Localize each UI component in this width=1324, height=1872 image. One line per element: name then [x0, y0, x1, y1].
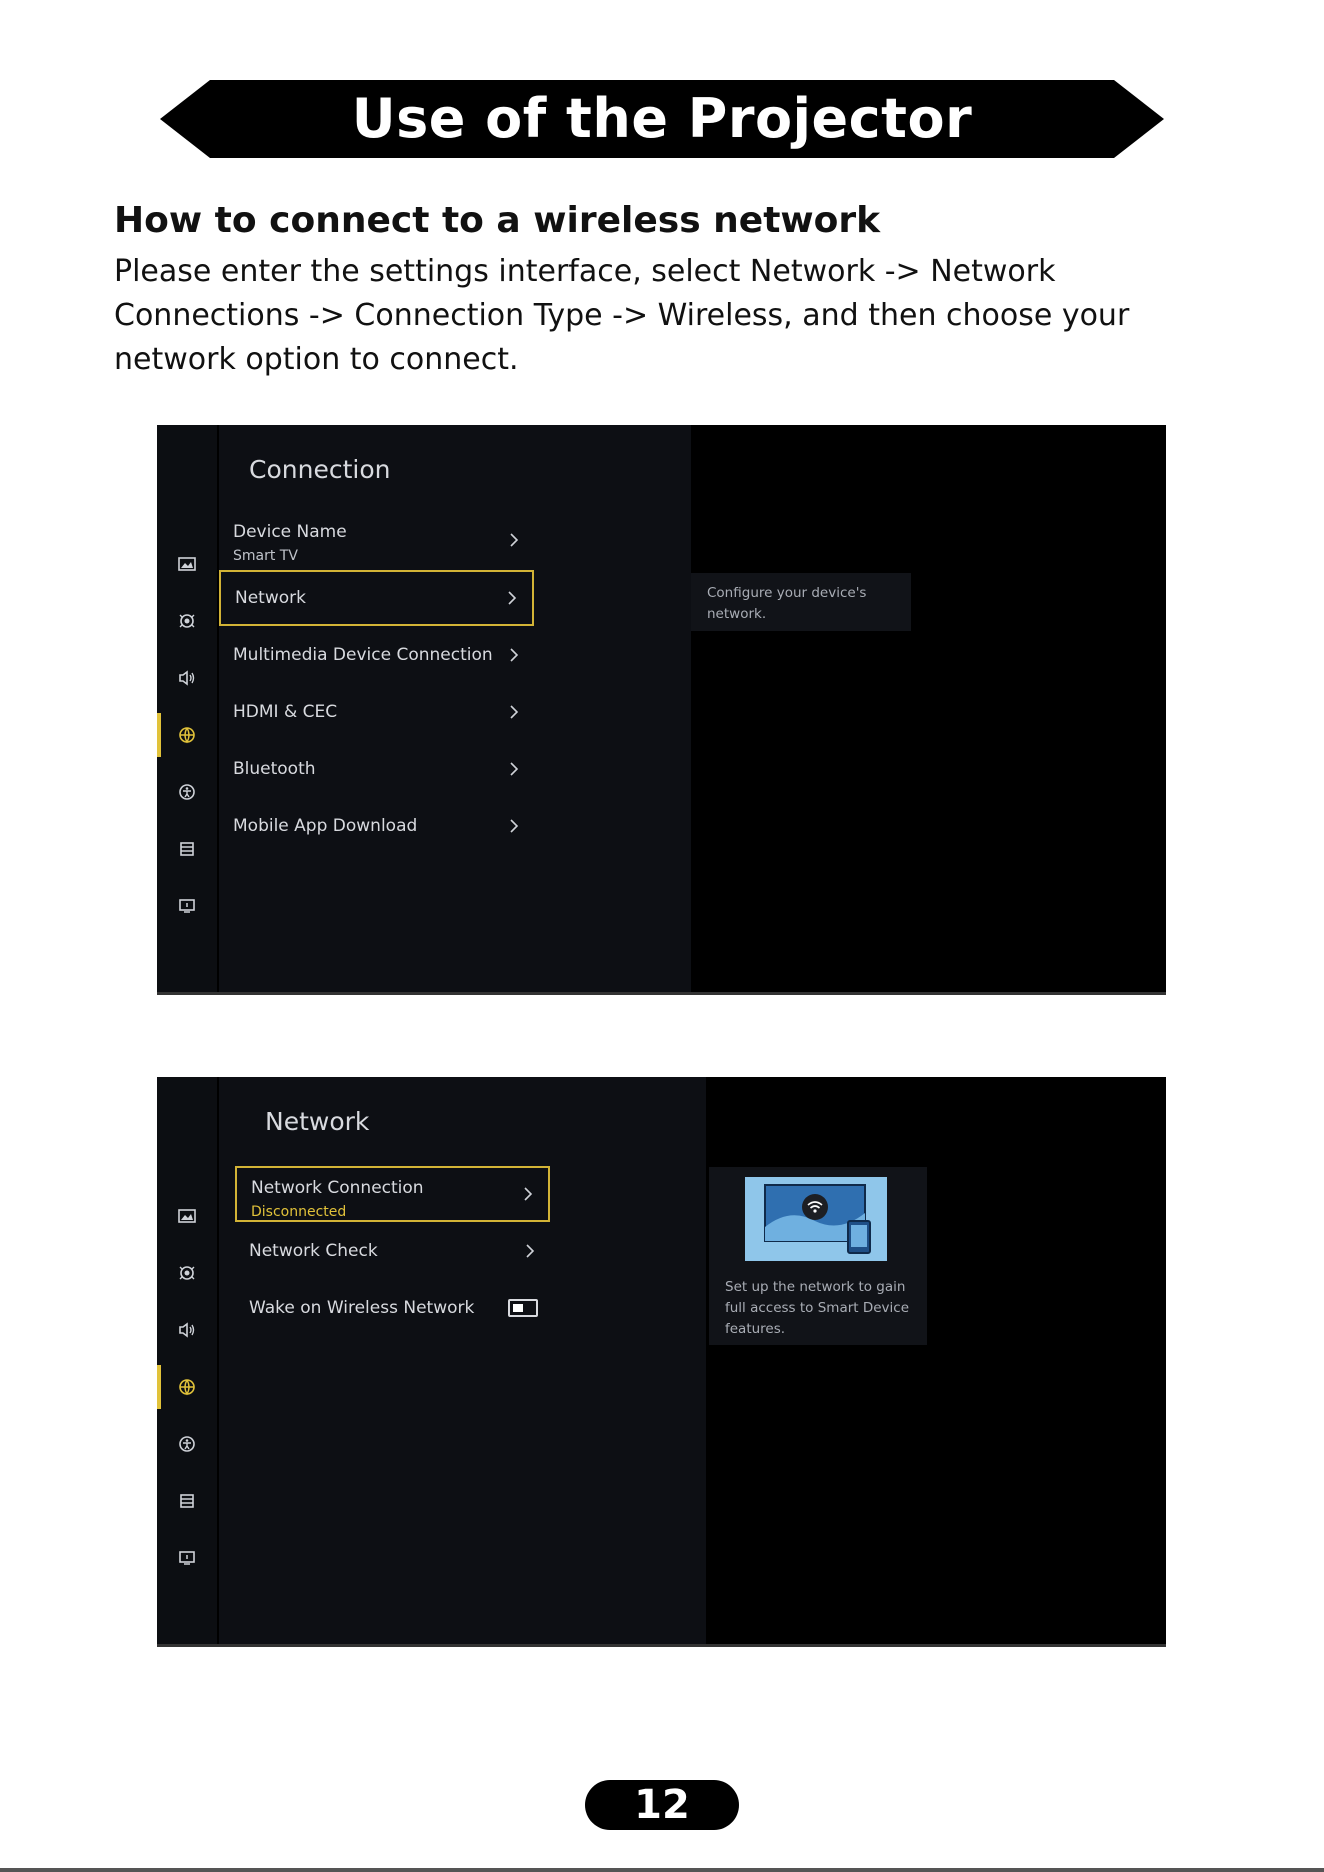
help-text: Configure your device's network.	[707, 585, 867, 622]
toggle-knob	[513, 1304, 523, 1312]
network-menu	[219, 1077, 706, 1647]
banner-title: Use of the Projector	[351, 87, 973, 150]
display-icon	[157, 1536, 217, 1580]
page-banner	[160, 80, 1164, 158]
connection-status: Disconnected	[251, 1204, 347, 1220]
chevron-right-icon	[508, 761, 520, 777]
help-text: Set up the network to gain full access to Smart Device features.	[725, 1279, 910, 1337]
menu-item-label: Device Name	[233, 522, 347, 542]
menu-item-label: HDMI & CEC	[233, 702, 338, 722]
menu-item-label: Bluetooth	[233, 759, 316, 779]
menu-item-wake-on-wireless-network[interactable]	[235, 1280, 550, 1336]
section-body: Please enter the settings interface, select Network -> Network Connections -> Connection Type -> Wireless, and then choose your network option to connect.	[114, 254, 1130, 377]
menu-title: Connection	[249, 455, 391, 484]
menu-item-multimedia-device-connection[interactable]	[219, 627, 534, 683]
menu-item-label: Network Check	[249, 1241, 378, 1261]
menu-item-label: Wake on Wireless Network	[249, 1298, 475, 1318]
settings-rail	[157, 425, 217, 995]
speaker-icon	[157, 1308, 217, 1352]
chevron-right-icon	[508, 818, 520, 834]
settings-rail	[157, 1077, 217, 1647]
menu-item-hdmi-cec[interactable]	[219, 684, 534, 740]
help-panel	[691, 573, 911, 631]
menu-item-network[interactable]	[219, 570, 534, 626]
section-heading: How to connect to a wireless network	[114, 200, 881, 241]
connection-menu	[219, 425, 691, 995]
picture-icon	[157, 1194, 217, 1238]
panel-bottom-edge	[157, 992, 1166, 995]
globe-icon	[157, 1365, 217, 1409]
chevron-right-icon	[508, 647, 520, 663]
page-bottom-edge	[0, 1868, 1324, 1872]
sound-mode-icon	[157, 1251, 217, 1295]
storage-icon	[157, 1479, 217, 1523]
panel-bottom-edge	[157, 1644, 1166, 1647]
chevron-right-icon	[508, 532, 520, 548]
display-icon	[157, 884, 217, 928]
menu-item-network-check[interactable]	[235, 1223, 550, 1279]
menu-item-mobile-app-download[interactable]	[219, 798, 534, 854]
menu-item-label: Network	[235, 588, 306, 608]
menu-item-bluetooth[interactable]	[219, 741, 534, 797]
menu-item-device-name[interactable]	[219, 512, 534, 568]
menu-item-label: Network Connection	[251, 1178, 424, 1198]
sound-mode-icon	[157, 599, 217, 643]
globe-icon	[157, 713, 217, 757]
settings-screenshot-connection	[157, 425, 1166, 995]
menu-item-network-connection[interactable]	[235, 1166, 550, 1222]
page-number: 12	[585, 1780, 739, 1830]
menu-title: Network	[265, 1107, 370, 1136]
storage-icon	[157, 827, 217, 871]
wake-on-wireless-toggle[interactable]	[508, 1299, 538, 1317]
accessibility-icon	[157, 1422, 217, 1466]
picture-icon	[157, 542, 217, 586]
menu-item-label: Multimedia Device Connection	[233, 645, 493, 665]
chevron-right-icon	[524, 1243, 536, 1259]
accessibility-icon	[157, 770, 217, 814]
menu-item-label: Mobile App Download	[233, 816, 418, 836]
chevron-right-icon	[508, 704, 520, 720]
network-setup-illustration-icon	[745, 1177, 887, 1261]
chevron-right-icon	[522, 1186, 534, 1202]
help-panel	[709, 1167, 927, 1345]
speaker-icon	[157, 656, 217, 700]
chevron-right-icon	[506, 590, 518, 606]
settings-screenshot-network	[157, 1077, 1166, 1647]
menu-item-value: Smart TV	[233, 548, 298, 564]
